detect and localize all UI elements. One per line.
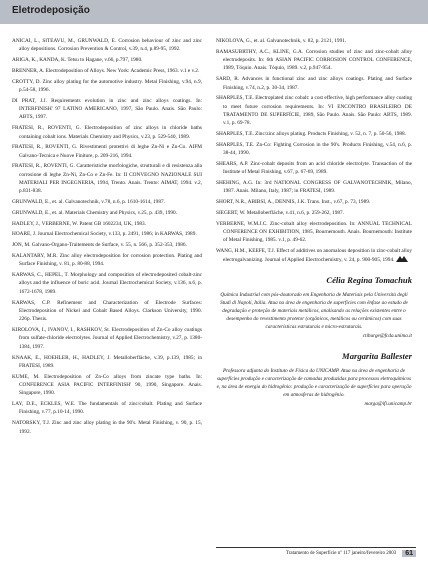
- reference-item: FRATESI, R., ROVENTI, G. Rivestimenti protettivi di leghe Zn-Ni e Zn-Co. AIFM Galvano-Tecnica e Nuove Finiture, p. 209-216, 1994.: [12, 144, 202, 159]
- journal-issue: Tratamento de Superfície nº 117 janeiro/fevereiro 2003: [285, 550, 397, 556]
- author-name: Célia Regina Tomachuk: [326, 274, 412, 285]
- author-email: ctiburge@fcda.unima.it: [362, 332, 412, 339]
- reference-item: KARWAS, C.P. Refinement and Characterization of Electrode Surfaces: Electrodeposition of Nickel and Cobalt Based Alloys. Clarkson University, 1990. 226p. Thesis.: [12, 299, 202, 323]
- reference-item: LAY, D.E., ECKLES, W.E. The fundamentals of zinc/cobalt. Plating and Surface Finishing, v.77, p.10-14, 1990.: [12, 401, 202, 416]
- reference-item: CROTTY, D. Zinc alloy plating for the automotive industry. Metal Finishing, v.94, n.9, p.54-58, 1996.: [12, 78, 202, 93]
- reference-text: WANG, H.M., KEEFE, T.J. Effect of additives on anomalous deposition in zinc-cobalt alloy electrogalvanizing. Journal of Applied Electrochemistry, v. 24, p. 900-905, 1994.: [216, 248, 412, 263]
- reference-item: KIROLOVA, I., IVANOV, I., RASHKOV, St. Electrodeposition of Zn-Co alloy coatings from sulfate-chloride electrolytes. Journal of Applied Electrochemistry, v.27, p. 1380-1384, 1997.: [12, 327, 202, 350]
- reference-item: NIKOLOVA, G., et. al. Galvanotechnik, v. 82, p. 2121, 1991.: [216, 38, 347, 44]
- reference-item: VERBERNE, W.M.J.C. Zinc-cobalt alloy electrodeposition. In: ANNUAL TECHNICAL CONFERENCE ON EXHIBITION, 1985, Bournemouth. Anais. Bournemouth: Institute of Metal Finishing, 1985. v.1, p. 49-62.: [216, 220, 412, 244]
- references-left-column: [12, 37, 202, 438]
- author-description: Química Industrial com pós-doutorado em Engenharia de Materiais pela Università degli Studi di Napoli, Itália. Atua na área de engenharia de superfícies com ênfase ao estudo de degradação e proteção de materiais metálicos, analisando as relações existentes entre o desempenho do revestimento protetor (orgânicos, metálicos ou cerâmicos) com suas características estruturais e micro-estruturais.: [220, 291, 408, 330]
- reference-item: SHARPLES, T.E. Zn-Co: Fighting Corrosion in the 90's. Products Finishing, v.54, n.6, p. 38-44, 1990.: [216, 141, 412, 157]
- reference-item: BRENNER, A. Electrodeposition of Alloys. New York: Academic Press, 1963. v.1 e v.2.: [12, 67, 200, 74]
- reference-item: KARWAS, C., HEPEL, T. Morphology and composition of electrodeposited cobalt-zinc alloys and the influence of boric acid. Journal Electrochemical Society, v.136, n.6, p. 1672-1678, 1989.: [12, 272, 202, 295]
- page-footer: [216, 547, 416, 558]
- author-bio: [216, 350, 412, 408]
- reference-item: HOARE, J. Journal Electrochemical Society, v.133, p. 2491, 1986; in KARWAS, 1989.: [12, 231, 197, 238]
- reference-item: [216, 247, 412, 264]
- author-bio: [216, 274, 412, 340]
- end-mark-icon: [396, 256, 408, 262]
- reference-item: SHORT, N.R., ABIBSI, A., DENNIS, J.K. Trans. Inst., v.67, p. 73, 1989.: [216, 199, 371, 206]
- reference-item: RAMASUBRTHY, A.C., KLINE, G.A. Corrosion studies of zinc and zinc-cobalt alloy electrodeposits. In: 6th ASIAN PACIFIC CORROSION CONTROL CONFERENCE, 1989, Tóquio. Anais. Tóquio, 1989. v.2, p.947-954.: [216, 48, 412, 72]
- reference-item: SHEHING, A.G. In: 3rd NATIONAL CONGRESS OF GALVANOTECHNIK, Milano, 1987. Anais. Milano, Italy, 1987; in FRATESI, 1989.: [216, 180, 412, 195]
- reference-item: KALANTARY, M.R. Zinc alloy electrodeposition for corrosion protection. Plating and Surface Finishing, v. 81, p. 80-88, 1994.: [12, 252, 202, 268]
- reference-item: JON, M. Galvano-Organo-Traitements de Surface, v. 55, n. 566, p. 352-353, 1986.: [12, 242, 187, 249]
- reference-item: KNAAK, E., HOEHLER, H., HADLEY, J. Metalloberfläche, v.39, p.139, 1985; in FRATESI, 1989.: [12, 354, 202, 369]
- author-description: Professora adjunta do Instituto de Física da UNICAMP. Atua na área de engenharia de superfícies produção e caracterização de camadas produzidas para processos eletroquímicos e, na área de energia do hidrogênio: produção e caracterização de superfícies para operação em atmosferas de hidrogênio.: [216, 367, 412, 398]
- author-email: marga@ifi.unicamp.br: [364, 400, 412, 407]
- reference-item: HADLEY, J., VERBERNE, W. Patent GB 1602234, UK, 1983.: [12, 220, 146, 227]
- reference-item: KUME, M. Electrodeposition of Zn-Co alloys from zincate type baths. In: CONFERENCE ASIA PACIFIC INTERFINISH' 90, 1990, Singapore. Anais. Singapore, 1990.: [12, 373, 202, 397]
- reference-item: SIEGERT, W. Metalloberfläche, v.41, n.6, p. 259-262, 1987.: [216, 209, 344, 216]
- reference-item: SHARPLES, T.E. Electroplated zinc cobalt: a cost effective, high performance alloy coating to meet future corrosion requirements. In: VI ENCONTRO BRASILEIRO DE TRATAMENTO DE SUPERFÍCIE, 1989, São Paulo. Anais. São Paulo: ABTS, 1989. v.1, p. 69-78.: [216, 95, 412, 127]
- reference-item: ANICAI, L., SITEAVU, M., GRUNWALD, E. Corrosion behaviour of zinc and zinc alloy depositions. Corrosion Prevention & Control, v.39, n.4, p.89-95, 1992.: [12, 38, 202, 53]
- reference-item: GRUNWALD, E., et. al. Galvanotechnik, v.78, n.6, p. 1610-1614, 1987.: [12, 199, 165, 206]
- reference-item: ARIGA, K., KANDA, K. Tetsu to Hagane, v.66, p.797, 1980.: [12, 57, 143, 64]
- reference-item: DI PRAT, J.J. Requirements evolution in zinc and zinc alloys coatings. In: INTERFINISH' 97 LATINO AMERICANO, 1997, São Paulo. Anais. São Paulo: ABTS, 1997.: [12, 97, 202, 121]
- author-name: Margarita Ballester: [342, 351, 412, 362]
- section-title: Eletrodeposição: [12, 5, 90, 16]
- references-right-column: [216, 37, 412, 414]
- reference-item: SHARPLES, T.E. Zinc/zinc alloys plating. Products Finishing, v. 52, n. 7, p. 50-56, 1988.: [216, 131, 406, 138]
- reference-item: FRATESI, R., ROVENTI, G. Electrodeposition of zinc alloys in chloride baths containing cobalt ions. Materials Chemistry and Physics, v.23, p. 529-540, 1989.: [12, 125, 202, 140]
- page-header: [0, 0, 428, 24]
- reference-item: NATORSKY, T.J. Zinc and zinc alloy plating in the 90's. Metal Finishing, v. 90, p. 15, 1992.: [12, 420, 202, 435]
- page-number: 61: [402, 550, 416, 557]
- reference-item: SARD, R. Advances in functional zinc and zinc alloys coatings. Plating and Surface Finishing, v.74, n.2, p. 30-34, 1987.: [216, 76, 412, 91]
- reference-item: SHEARS, A.P. Zinc-cobalt deposits from an acid chloride electrolyte. Transaction of the Institute of Metal Finishing, v.67, p. 67-69, 1989.: [216, 161, 412, 176]
- reference-item: GRUNWALD, E., et. al. Materials Chemistry and Physics, v.25, p. 439, 1990.: [12, 209, 178, 216]
- reference-item: FRATESI, R., ROVENTI, G. Caratteristiche morfologiche, strutturali e di resistenza alla corrosione di leghe Zn-Ni, Zn-Co e Zn-Fe. In: II CONVEGNO NAZIONALE SUI MATERIALI PER INGEGNERIA, 1994, Trento. Anais. Trento: AIMAT, 1994. v.2, p.831-838.: [12, 163, 202, 195]
